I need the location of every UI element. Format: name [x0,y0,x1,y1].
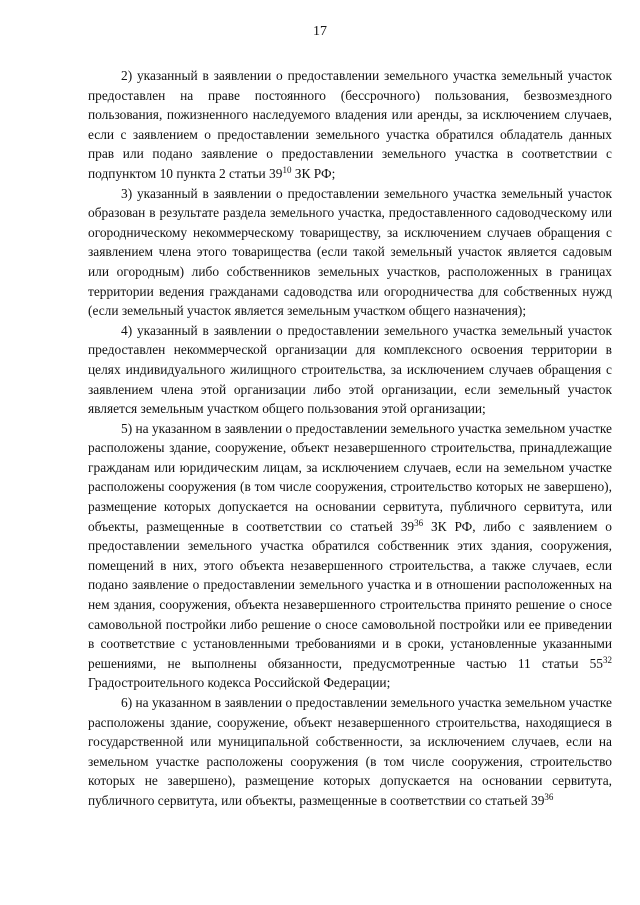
page-number: 17 [313,24,327,39]
article-superscript: 10 [282,164,292,175]
paragraph-text: 2) указанный в заявлении о предоставлении земельного участка земельный участок предоставлен на праве постоянного (бессрочного) пользования, безвозмездного пользования, пожизненного наследуемого владения или аренды, за исключением случаев, если с заявлением о предоставлении земельного участка обратился обладатель данных прав или подано заявление о предоставлении земельного участка в соответствии с подпунктом 10 пункта 2 статьи 39 [88,68,612,181]
paragraph-text: ЗК РФ; [291,165,336,181]
paragraph-text: 6) на указанном в заявлении о предоставлении земельного участка земельном участке расположены здание, сооружение, объект незавершенного строительства, находящиеся в государственной или муниципальной собственности, за исключением случаев, если на земельном участке расположены сооружения (в том числе сооружения, строительство которых не завершено), размещение которых допускается на основании сервитута, публичного сервитута, или объекты, размещенные в соответствии со статьей 39 [88,695,612,808]
paragraph-item-2 [88,66,612,184]
paragraph-text: 3) указанный в заявлении о предоставлении земельного участка земельный участок образован в результате раздела земельного участка, предоставленного садоводческому или огородническому некоммерческому товариществу, за исключением случаев обращения с заявлением члена этого товарищества (если такой земельный участок является садовым или огородным) либо собственников земельных участков, расположенных в границах территории ведения гражданами садоводства или огородничества для собственных нужд (если земельный участок является земельным участком общего назначения); [88,185,612,319]
paragraph-item-4 [88,321,612,419]
paragraph-text: Градостроительного кодекса Российской Федерации; [88,675,391,691]
paragraph-text: 5) на указанном в заявлении о предоставлении земельного участка земельном участке расположены здание, сооружение, объект незавершенного строительства, принадлежащие гражданам или юридическим лицам, за исключением случаев, если на земельном участке расположены сооружения (в том числе сооружения, строительство которых не завершено), размещение которых допускается на основании сервитута, публичного сервитута, или объекты, размещенные в соответствии со статьей 39 [88,420,612,534]
article-superscript: 36 [414,517,424,528]
paragraph-text: ЗК РФ, либо с заявлением о предоставлении земельного участка обратился собственник этих здания, сооружения, помещений в них, этого объекта незавершенного строительства, а также случаев, если подано заявление о предоставлении земельного участка и в отношении расположенных на нем здания, сооружения, объекта незавершенного строительства принято решение о сносе самовольной постройки либо решение о сносе самовольной постройки или ее приведении в соответствие с установленными требованиями и в сроки, установленные указанными решениями, не выполнены обязанности, предусмотренные частью 11 статьи 55 [88,518,612,671]
paragraph-item-6 [88,693,612,811]
paragraph-item-3 [88,184,612,321]
paragraph-item-5 [88,419,612,693]
document-body [88,66,612,811]
paragraph-text: 4) указанный в заявлении о предоставлении земельного участка земельный участок предоставлен некоммерческой организации для комплексного освоения территории в целях индивидуального жилищного строительства, за исключением случаев обращения с заявлением члена этой организации либо этой организации, если земельный участок является земельным участком общего пользования этой организации; [88,322,612,417]
article-superscript: 32 [603,654,612,665]
article-superscript: 36 [544,791,554,802]
